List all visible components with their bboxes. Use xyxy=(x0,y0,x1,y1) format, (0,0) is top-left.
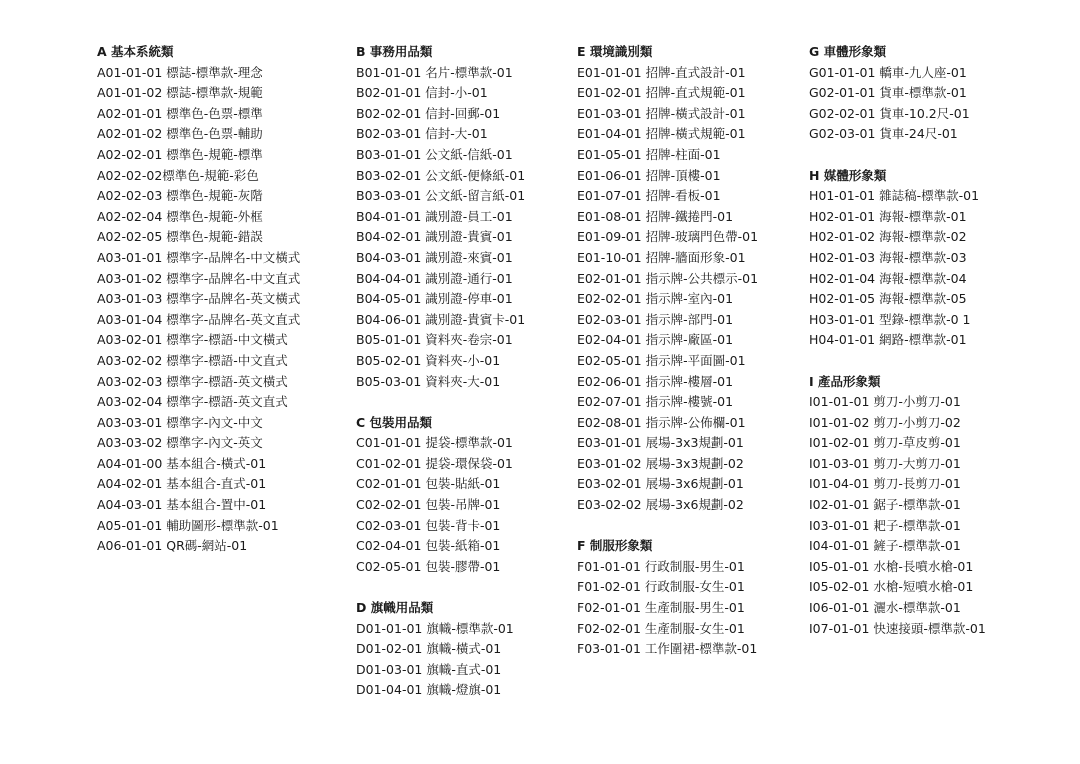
list-item: I01-02-01 剪刀-草皮剪-01 xyxy=(809,435,961,451)
list-item: E01-02-01 招牌-直式規範-01 xyxy=(577,85,746,101)
list-item: E02-02-01 指示牌-室內-01 xyxy=(577,291,734,307)
list-item: B05-03-01 資料夾-大-01 xyxy=(356,373,501,389)
list-item: E02-04-01 指示牌-廠區-01 xyxy=(577,332,734,348)
list-item: A02-02-02標準色-規範-彩色 xyxy=(97,167,259,183)
list-item: I06-01-01 灑水-標準款-01 xyxy=(809,600,961,616)
section-g xyxy=(809,42,1049,145)
list-item: A06-01-01 QR碼-網站-01 xyxy=(97,538,248,554)
list-item: I02-01-01 鋸子-標準款-01 xyxy=(809,497,961,513)
section-gap xyxy=(577,516,802,537)
list-item: F01-02-01 行政制服-女生-01 xyxy=(577,579,745,595)
list-item: E02-06-01 指示牌-樓層-01 xyxy=(577,373,734,389)
list-item: G01-01-01 轎車-九人座-01 xyxy=(809,64,967,80)
list-item: E01-09-01 招牌-玻璃門色帶-01 xyxy=(577,229,759,245)
section-f xyxy=(577,536,802,660)
list-item: I01-01-01 剪刀-小剪刀-01 xyxy=(809,394,961,410)
list-item: A03-02-04 標準字-標語-英文直式 xyxy=(97,394,288,410)
section-title: F 制服形象類 xyxy=(577,538,653,554)
list-item: A03-01-04 標準字-品牌名-英文直式 xyxy=(97,311,301,327)
list-item: A04-01-00 基本組合-橫式-01 xyxy=(97,455,267,471)
list-item: A02-02-03 標準色-規範-灰階 xyxy=(97,188,263,204)
section-h xyxy=(809,166,1049,351)
list-item: E03-01-01 展場-3x3規劃-01 xyxy=(577,435,744,451)
list-item: A03-01-01 標準字-品牌名-中文橫式 xyxy=(97,249,301,265)
list-item: E01-01-01 招牌-直式設計-01 xyxy=(577,64,746,80)
list-item: A03-02-02 標準字-標語-中文直式 xyxy=(97,352,288,368)
list-item: B02-02-01 信封-回郵-01 xyxy=(356,105,501,121)
list-item: B04-05-01 識別證-停車-01 xyxy=(356,291,513,307)
list-item: A01-01-01 標誌-標準款-理念 xyxy=(97,64,263,80)
list-item: I01-04-01 剪刀-長剪刀-01 xyxy=(809,476,961,492)
list-item: G02-01-01 貨車-標準款-01 xyxy=(809,85,967,101)
list-item: B04-03-01 識別證-來賓-01 xyxy=(356,249,513,265)
list-item: A03-02-01 標準字-標語-中文橫式 xyxy=(97,332,288,348)
list-item: E02-07-01 指示牌-樓號-01 xyxy=(577,394,734,410)
list-item: E01-06-01 招牌-頂樓-01 xyxy=(577,167,721,183)
list-item: F02-02-01 生產制服-女生-01 xyxy=(577,620,745,636)
list-item: A01-01-02 標誌-標準款-規範 xyxy=(97,85,263,101)
list-item: A02-01-01 標準色-色票-標準 xyxy=(97,105,263,121)
column-3 xyxy=(577,42,802,660)
list-item: B03-02-01 公文紙-便條紙-01 xyxy=(356,167,526,183)
section-c xyxy=(356,413,571,578)
list-item: I04-01-01 鏟子-標準款-01 xyxy=(809,538,961,554)
list-item: E01-03-01 招牌-橫式設計-01 xyxy=(577,105,746,121)
list-item: H04-01-01 網路-標準款-01 xyxy=(809,332,967,348)
list-item: I05-01-01 水槍-長噴水槍-01 xyxy=(809,558,974,574)
list-item: E01-04-01 招牌-橫式規範-01 xyxy=(577,126,746,142)
list-item: F01-01-01 行政制服-男生-01 xyxy=(577,558,745,574)
column-4 xyxy=(809,42,1049,639)
list-item: C01-02-01 提袋-環保袋-01 xyxy=(356,455,513,471)
list-item: B03-03-01 公文紙-留言紙-01 xyxy=(356,188,526,204)
list-item: E01-10-01 招牌-牆面形象-01 xyxy=(577,249,746,265)
section-e xyxy=(577,42,802,516)
list-item: D01-01-01 旗幟-標準款-01 xyxy=(356,620,514,636)
list-item: I01-03-01 剪刀-大剪刀-01 xyxy=(809,455,961,471)
list-item: H02-01-01 海報-標準款-01 xyxy=(809,208,967,224)
list-item: B03-01-01 公文紙-信紙-01 xyxy=(356,146,513,162)
section-title: H 媒體形象類 xyxy=(809,167,887,183)
list-item: E03-01-02 展場-3x3規劃-02 xyxy=(577,455,744,471)
list-item: A02-02-01 標準色-規範-標準 xyxy=(97,146,263,162)
list-item: A04-02-01 基本組合-直式-01 xyxy=(97,476,267,492)
section-title: D 旗幟用品類 xyxy=(356,600,434,616)
list-item: F03-01-01 工作圍裙-標準款-01 xyxy=(577,641,758,657)
list-item: B05-02-01 資料夾-小-01 xyxy=(356,352,501,368)
section-a xyxy=(97,42,347,557)
list-item: I07-01-01 快速接頭-標準款-01 xyxy=(809,620,986,636)
list-item: A03-03-02 標準字-內文-英文 xyxy=(97,435,263,451)
list-item: A02-01-02 標準色-色票-輔助 xyxy=(97,126,263,142)
list-item: I01-01-02 剪刀-小剪刀-02 xyxy=(809,414,961,430)
list-item: A03-01-03 標準字-品牌名-英文橫式 xyxy=(97,291,301,307)
list-item: D01-03-01 旗幟-直式-01 xyxy=(356,661,502,677)
list-item: C02-04-01 包裝-紙箱-01 xyxy=(356,538,501,554)
list-item: B02-01-01 信封-小-01 xyxy=(356,85,488,101)
section-d xyxy=(356,598,571,701)
list-item: B05-01-01 資料夾-卷宗-01 xyxy=(356,332,513,348)
section-title: G 車體形象類 xyxy=(809,44,887,59)
list-item: H02-01-02 海報-標準款-02 xyxy=(809,229,967,245)
section-gap xyxy=(356,392,571,413)
list-item: A03-03-01 標準字-內文-中文 xyxy=(97,414,263,430)
list-item: C02-03-01 包裝-背卡-01 xyxy=(356,517,501,533)
list-item: A03-02-03 標準字-標語-英文橫式 xyxy=(97,373,288,389)
list-item: A02-02-05 標準色-規範-錯誤 xyxy=(97,229,263,245)
list-item: G02-02-01 貨車-10.2尺-01 xyxy=(809,105,970,121)
column-1 xyxy=(97,42,347,557)
list-item: E02-01-01 指示牌-公共標示-01 xyxy=(577,270,759,286)
section-i xyxy=(809,372,1049,640)
list-item: F02-01-01 生產制服-男生-01 xyxy=(577,600,745,616)
list-item: B04-06-01 識別證-貴賓卡-01 xyxy=(356,311,526,327)
list-item: E01-08-01 招牌-鐵捲門-01 xyxy=(577,208,734,224)
list-item: D01-04-01 旗幟-燈旗-01 xyxy=(356,682,502,698)
list-item: E02-05-01 指示牌-平面圖-01 xyxy=(577,352,746,368)
list-item: C01-01-01 提袋-標準款-01 xyxy=(356,435,513,451)
list-item: I05-02-01 水槍-短噴水槍-01 xyxy=(809,579,974,595)
list-item: E01-07-01 招牌-看板-01 xyxy=(577,188,721,204)
list-item: B01-01-01 名片-標準款-01 xyxy=(356,64,513,80)
list-item: B04-01-01 識別證-員工-01 xyxy=(356,208,513,224)
list-item: C02-01-01 包裝-貼紙-01 xyxy=(356,476,501,492)
section-title: A 基本系統類 xyxy=(97,44,174,59)
list-item: B02-03-01 信封-大-01 xyxy=(356,126,488,142)
list-item: E01-05-01 招牌-柱面-01 xyxy=(577,146,721,162)
list-item: H02-01-04 海報-標準款-04 xyxy=(809,270,967,286)
list-item: H01-01-01 雜誌稿-標準款-01 xyxy=(809,188,980,204)
list-item: D01-02-01 旗幟-橫式-01 xyxy=(356,641,502,657)
list-item: H02-01-05 海報-標準款-05 xyxy=(809,291,967,307)
list-item: A03-01-02 標準字-品牌名-中文直式 xyxy=(97,270,301,286)
list-item: C02-02-01 包裝-吊牌-01 xyxy=(356,497,501,513)
section-title: C 包裝用品類 xyxy=(356,414,433,430)
list-item: E02-08-01 指示牌-公佈欄-01 xyxy=(577,414,746,430)
list-item: G02-03-01 貨車-24尺-01 xyxy=(809,126,958,142)
column-2 xyxy=(356,42,571,701)
list-item: C02-05-01 包裝-膠帶-01 xyxy=(356,558,501,574)
section-title: B 事務用品類 xyxy=(356,44,433,59)
section-title: E 環境識別類 xyxy=(577,44,653,59)
section-b xyxy=(356,42,571,392)
list-item: H02-01-03 海報-標準款-03 xyxy=(809,249,967,265)
list-item: I03-01-01 耙子-標準款-01 xyxy=(809,517,961,533)
list-item: A02-02-04 標準色-規範-外框 xyxy=(97,208,263,224)
list-item: E03-02-02 展場-3x6規劃-02 xyxy=(577,497,744,513)
list-item: H03-01-01 型錄-標準款-0 1 xyxy=(809,311,971,327)
list-item: E03-02-01 展場-3x6規劃-01 xyxy=(577,476,744,492)
list-item: B04-04-01 識別證-通行-01 xyxy=(356,270,513,286)
list-item: E02-03-01 指示牌-部門-01 xyxy=(577,311,734,327)
section-gap xyxy=(809,351,1049,372)
section-gap xyxy=(356,577,571,598)
list-item: A04-03-01 基本組合-置中-01 xyxy=(97,497,267,513)
list-item: A05-01-01 輔助圖形-標準款-01 xyxy=(97,517,279,533)
section-gap xyxy=(809,145,1049,166)
list-item: B04-02-01 識別證-貴賓-01 xyxy=(356,229,513,245)
section-title: I 產品形象類 xyxy=(809,373,881,389)
